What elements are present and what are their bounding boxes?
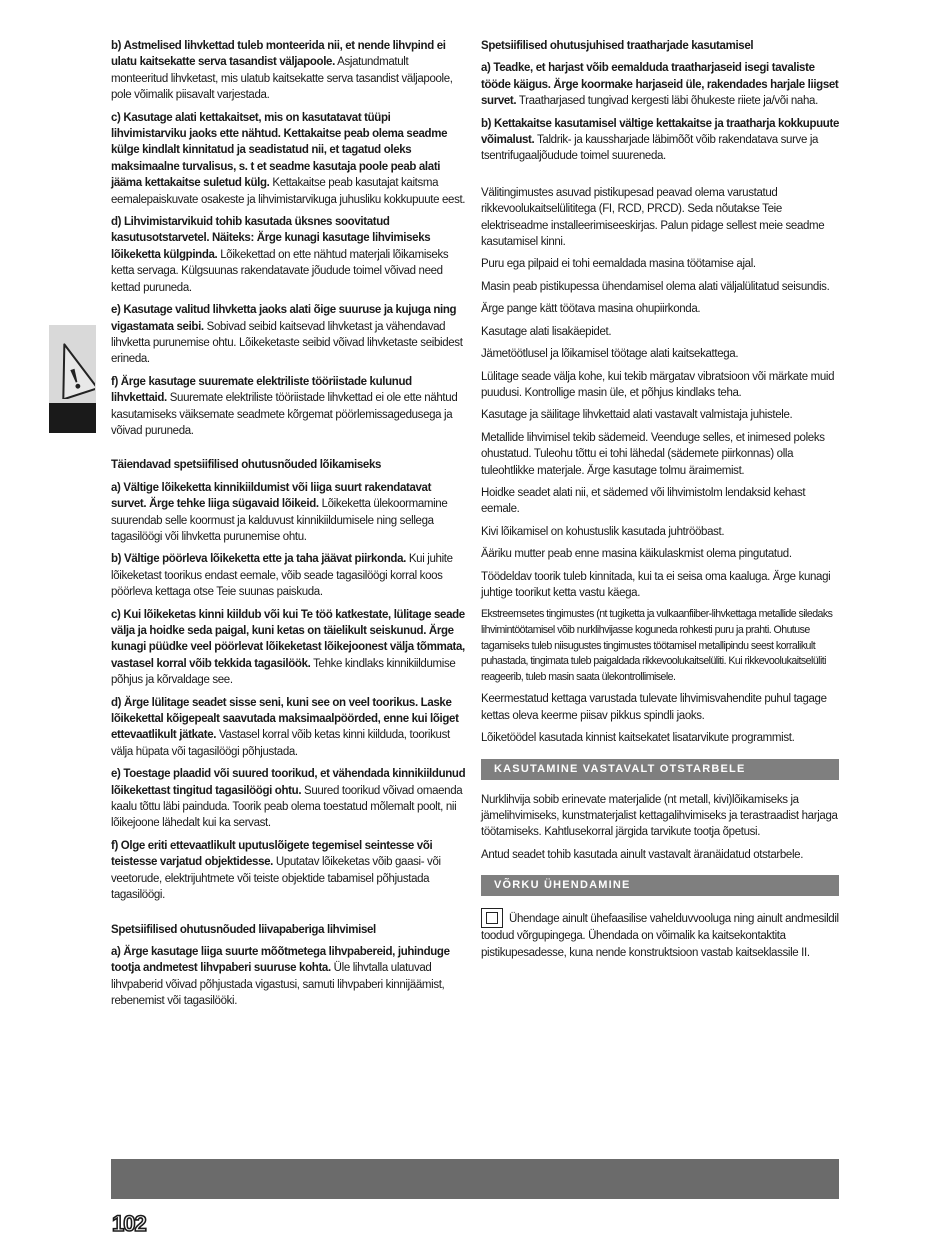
paragraph-text: Üle lihvtalla ulatuvad lihvpaberid võivad põhjustada vigastusi, samuti lihvpaberi kinnijäämist, rebenemist või tagasilööki. <box>111 962 445 1008</box>
right-column <box>481 38 839 967</box>
paragraph: Ärge pange kätt töötava masina ohupiirkonda. <box>481 303 701 316</box>
paragraph: Metallide lihvimisel tekib sädemeid. Veenduge selles, et inimesed poleks ohustatud. Tuleohu tõttu ei tohi lähedal (sädemete piirkonnas) olla tuleohtlikke materjale. Ärge kasutage tolmu äraimemist. <box>481 431 825 477</box>
paragraph-condensed: Ekstreemsetes tingimustes (nt tugiketta ja vulkaanfiiber-lihvkettaga metallide siledaks lihvimintöötamisel võib nurklihvijasse koguneda rohkesti puru ja prahti. Ohutuse tagamiseks tuleb niisugustes tingimustes töötamisel metallipindu seest korralikult puhastada, tingimata tuleb paigaldada rikkevoolukaitselüliti. Kui rikkevoolukaitselüliti reageerib, tuleb masin saata ülekontrollimisele. <box>481 608 833 683</box>
section-heading: Spetsiifilised ohutusjuhised traatharjade kasutamisel <box>481 40 754 52</box>
paragraph-text: Tehke kindlaks kinnikiildumise põhjus ja kõrvaldage see. <box>111 657 456 687</box>
paragraph <box>111 551 468 600</box>
paragraph-text: Lõikekettad on ette nähtud materjali lõikamiseks ketta servaga. Külgsuunas rakendatavate jõudude toimel võivad need kettad puruneda. <box>111 248 449 294</box>
paragraph: Kasutage alati lisakäepidet. <box>481 325 612 338</box>
paragraph <box>481 908 839 961</box>
paragraph <box>111 110 468 208</box>
paragraph <box>111 766 468 832</box>
warning-tab-dark-band <box>49 403 96 433</box>
paragraph-text: Asjatundmatult monteeritud lihvketast, mis ulatub kaitsekatte serva tasandist väljapoole, pole võimalik piisavalt varjestada. <box>111 56 453 102</box>
spacer <box>481 171 839 185</box>
paragraph <box>111 374 468 440</box>
paragraph-bold: d) Lihvimistarvikuid tohib kasutada üksnes soovitatud kasutusotstarvetel. Näiteks: Ärge kunagi kasutage lihvimiseks lõikeketta külgpinda. <box>111 216 431 261</box>
paragraph-bold: e) Kasutage valitud lihvketta jaoks alati õige suuruse ja kujuga ning vigastamata seibi. <box>111 304 457 333</box>
paragraph-bold: c) Kui lõikeketas kinni kiildub või kui Te töö katkestate, lülitage seade välja ja hoidke seda paigal, kuni ketas on täielikult seiskunud. Ärge kunagi püüdke veel pöörlevat lõikeketast lõikejoonest välja tõmmata, vastasel korral võib tekkida tagasilöök. <box>111 608 465 670</box>
paragraph <box>111 302 468 368</box>
paragraph-bold: a) Vältige lõikeketta kinnikiildumist või liiga suurt rakendatavat survet. Ärge tehke liiga sügavaid lõikeid. <box>111 481 432 511</box>
paragraph-text: Traatharjased tungivad kergesti läbi õhukeste riiete ja/või naha. <box>516 95 818 108</box>
footer-bar <box>111 1159 839 1199</box>
paragraph-bold: f) Olge eriti ettevaatlikult uputuslõigete tegemisel seintesse või teistesse varjatud objektidesse. <box>111 839 433 869</box>
paragraph: Antud seadet tohib kasutada ainult vastavalt äranäidatud otstarbele. <box>481 848 804 861</box>
paragraph <box>481 60 839 109</box>
paragraph <box>111 838 468 904</box>
section-bar-mains-connection: VÕRKU ÜHENDAMINE <box>481 875 839 896</box>
paragraph: Lülitage seade välja kohe, kui tekib märgatav vibratsioon või märkate muid puudusi. Kontrollige masin üle, et põhjus kindlaks teha. <box>481 370 835 399</box>
section-bar-intended-use: KASUTAMINE VASTAVALT OTSTARBELE <box>481 759 839 780</box>
paragraph: Töödeldav toorik tuleb kinnitada, kui ta ei seisa oma kaaluga. Ärge kunagi juhtige toorikut ketta vastu käega. <box>481 570 831 599</box>
paragraph <box>111 695 468 761</box>
paragraph-text: Taldrik- ja kaussharjade läbimõõt võib rakendatava surve ja tsentrifugaaljõudude toimel suureneda. <box>481 134 819 163</box>
paragraph: Masin peab pistikupessa ühendamisel olema alati väljalülitatud seisundis. <box>481 280 830 293</box>
paragraph-text: Suured toorikud võivad omaenda kaalu tõttu läbi painduda. Toorik peab olema toestatud mõlemalt poolt, nii lõikejoone lähedalt kui ka servast. <box>111 784 463 830</box>
paragraph-bold: e) Toestage plaadid või suured toorikud, et vähendada kinnikiildunud lõikekettast tingitud tagasilöögi ohtu. <box>111 768 466 797</box>
paragraph <box>111 38 468 104</box>
svg-text:!: ! <box>65 361 86 397</box>
paragraph <box>481 116 839 165</box>
paragraph <box>111 944 468 1010</box>
paragraph-bold: a) Teadke, et harjast võib eemalduda traatharjaseid isegi tavaliste tööde käigus. Ärge koormake harjaseid üle, rakendades harjale liigset survet. <box>481 62 839 108</box>
paragraph-bold: f) Ärge kasutage suuremate elektriliste tööriistade kulunud lihvkettaid. <box>111 375 412 405</box>
warning-side-tab <box>49 325 96 433</box>
paragraph <box>111 480 468 546</box>
paragraph-text: Suuremate elektriliste tööriistade lihvkettad ei ole ette nähtud kasutamiseks väiksemate seadmete kõrgemat pöörlemissagedusega ja võivad puruneda. <box>111 392 458 437</box>
paragraph-text: Ühendage ainult ühefaasilise vahelduvvooluga ning ainult andmesildil toodud võrgupingega. Ühendada on võimalik ka kaitsekontaktita pistikupesadesse, kuna nende konstruktsioon vastab kaitseklassile II. <box>481 913 839 959</box>
paragraph-bold: d) Ärge lülitage seadet sisse seni, kuni see on veel toorikus. Laske lõikekettal kõigepealt saavutada maksimaalpöörded, enne kui lõiget ettevaatlikult jätkate. <box>111 696 459 742</box>
paragraph-text: Uputatav lõikeketas võib gaasi- või veetorude, elektrijuhtmete või teiste objektide tabamisel põhjustada tagasilöögi. <box>111 856 441 902</box>
section-heading: Täiendavad spetsiifilised ohutusnõuded lõikamiseks <box>111 459 382 472</box>
paragraph: Välitingimustes asuvad pistikupesad peavad olema varustatud rikkevoolukaitselülititega (FI, RCD, PRCD). Seda nõutakse Teie elektriseadme installeerimiseeskirjas. Palun pidage sellest meie seadme kasutamisel kinni. <box>481 186 825 249</box>
paragraph: Kasutage ja säilitage lihvkettaid alati vastavalt valmistaja juhistele. <box>481 409 793 422</box>
page-number: 102 <box>112 1211 146 1236</box>
paragraph-bold: a) Ärge kasutage liiga suurte mõõtmetega lihvpabereid, juhinduge tootja andmetest lihvpaberi suuruse kohta. <box>111 945 450 975</box>
paragraph: Keermestatud kettaga varustada tulevate lihvimisvahendite puhul tagage kettas oleva keerme piisav pikkus spindli jaoks. <box>481 693 827 722</box>
paragraph <box>111 214 468 296</box>
paragraph-text: Sobivad seibid kaitsevad lihvketast ja vähendavad lihvketta purunemise ohtu. Lõikeketaste seibid võivad lihvketaste seibidest erineda. <box>111 320 463 366</box>
paragraph-bold: c) Kasutage alati kettakaitset, mis on kasutatavat tüüpi lihvimistarviku jaoks ette nähtud. Kettakaitse peab olema seadme külge kindlalt kinnitatud ja seadistatud nii, et tagatud oleks maksimaalne turvalisus, s. t et seadme kasutaja poole peab alati jääma kettakaitse suletud külg. <box>111 111 448 190</box>
paragraph: Lõiketöödel kasutada kinnist kaitsekatet lisatarvikute programmist. <box>481 732 795 745</box>
double-square-icon <box>481 908 503 928</box>
left-column <box>111 38 468 1016</box>
paragraph: Ääriku mutter peab enne masina käikulaskmist olema pingutatud. <box>481 548 792 561</box>
paragraph-text: Vastasel korral võib ketas kinni kiilduda, toorikust välja hüpata või tagasilöögi põhjustada. <box>111 729 450 758</box>
paragraph-bold: b) Kettakaitse kasutamisel vältige kettakaitse ja traatharja kokkupuute võimalust. <box>481 117 840 147</box>
paragraph: Nurklihvija sobib erinevate materjalide (nt metall, kivi)lõikamiseks ja jämelihvimiseks, kunstmaterjalist kettagalihvimiseks ja terastraadist harjaga töötamiseks. Kahtlusekorral järgida tarvikute tootja õpetusi. <box>481 793 838 839</box>
warning-triangle-icon <box>51 339 95 399</box>
paragraph-bold: b) Vältige pöörleva lõikeketta ette ja taha jäävat piirkonda. <box>111 553 407 566</box>
paragraph-text: Lõikeketta ülekoormamine suurendab selle koormust ja kalduvust kinnikiildumisele ning sellega tagasilöögi või lihvketta purunemise ohtu. <box>111 498 448 543</box>
paragraph-text: Kettakaitse peab kasutajat kaitsma eemalepaiskuvate osakeste ja lihvimistarvikuga juhusliku kokkupuute eest. <box>111 177 466 206</box>
paragraph: Kivi lõikamisel on kohustuslik kasutada juhtrööbast. <box>481 525 725 538</box>
paragraph: Hoidke seadet alati nii, et sädemed või lihvimistolm lendaksid kehast eemale. <box>481 486 806 516</box>
paragraph <box>111 607 468 689</box>
section-heading: Spetsiifilised ohutusnõuded liivapaberiga lihvimisel <box>111 923 376 936</box>
paragraph-bold: b) Astmelised lihvkettad tuleb monteerida nii, et nende lihvpind ei ulatu kaitsekatte serva tasandist väljapoole. <box>111 40 446 69</box>
paragraph: Jämetöötlusel ja lõikamisel töötage alati kaitsekattega. <box>481 348 739 361</box>
paragraph: Puru ega pilpaid ei tohi eemaldada masina töötamise ajal. <box>481 258 756 271</box>
paragraph-text: Kui juhite lõikeketast toorikus endast eemale, võib seade tagasilöögi korral koos pöörleva kettaga otse Teie suunas paiskuda. <box>111 553 453 599</box>
